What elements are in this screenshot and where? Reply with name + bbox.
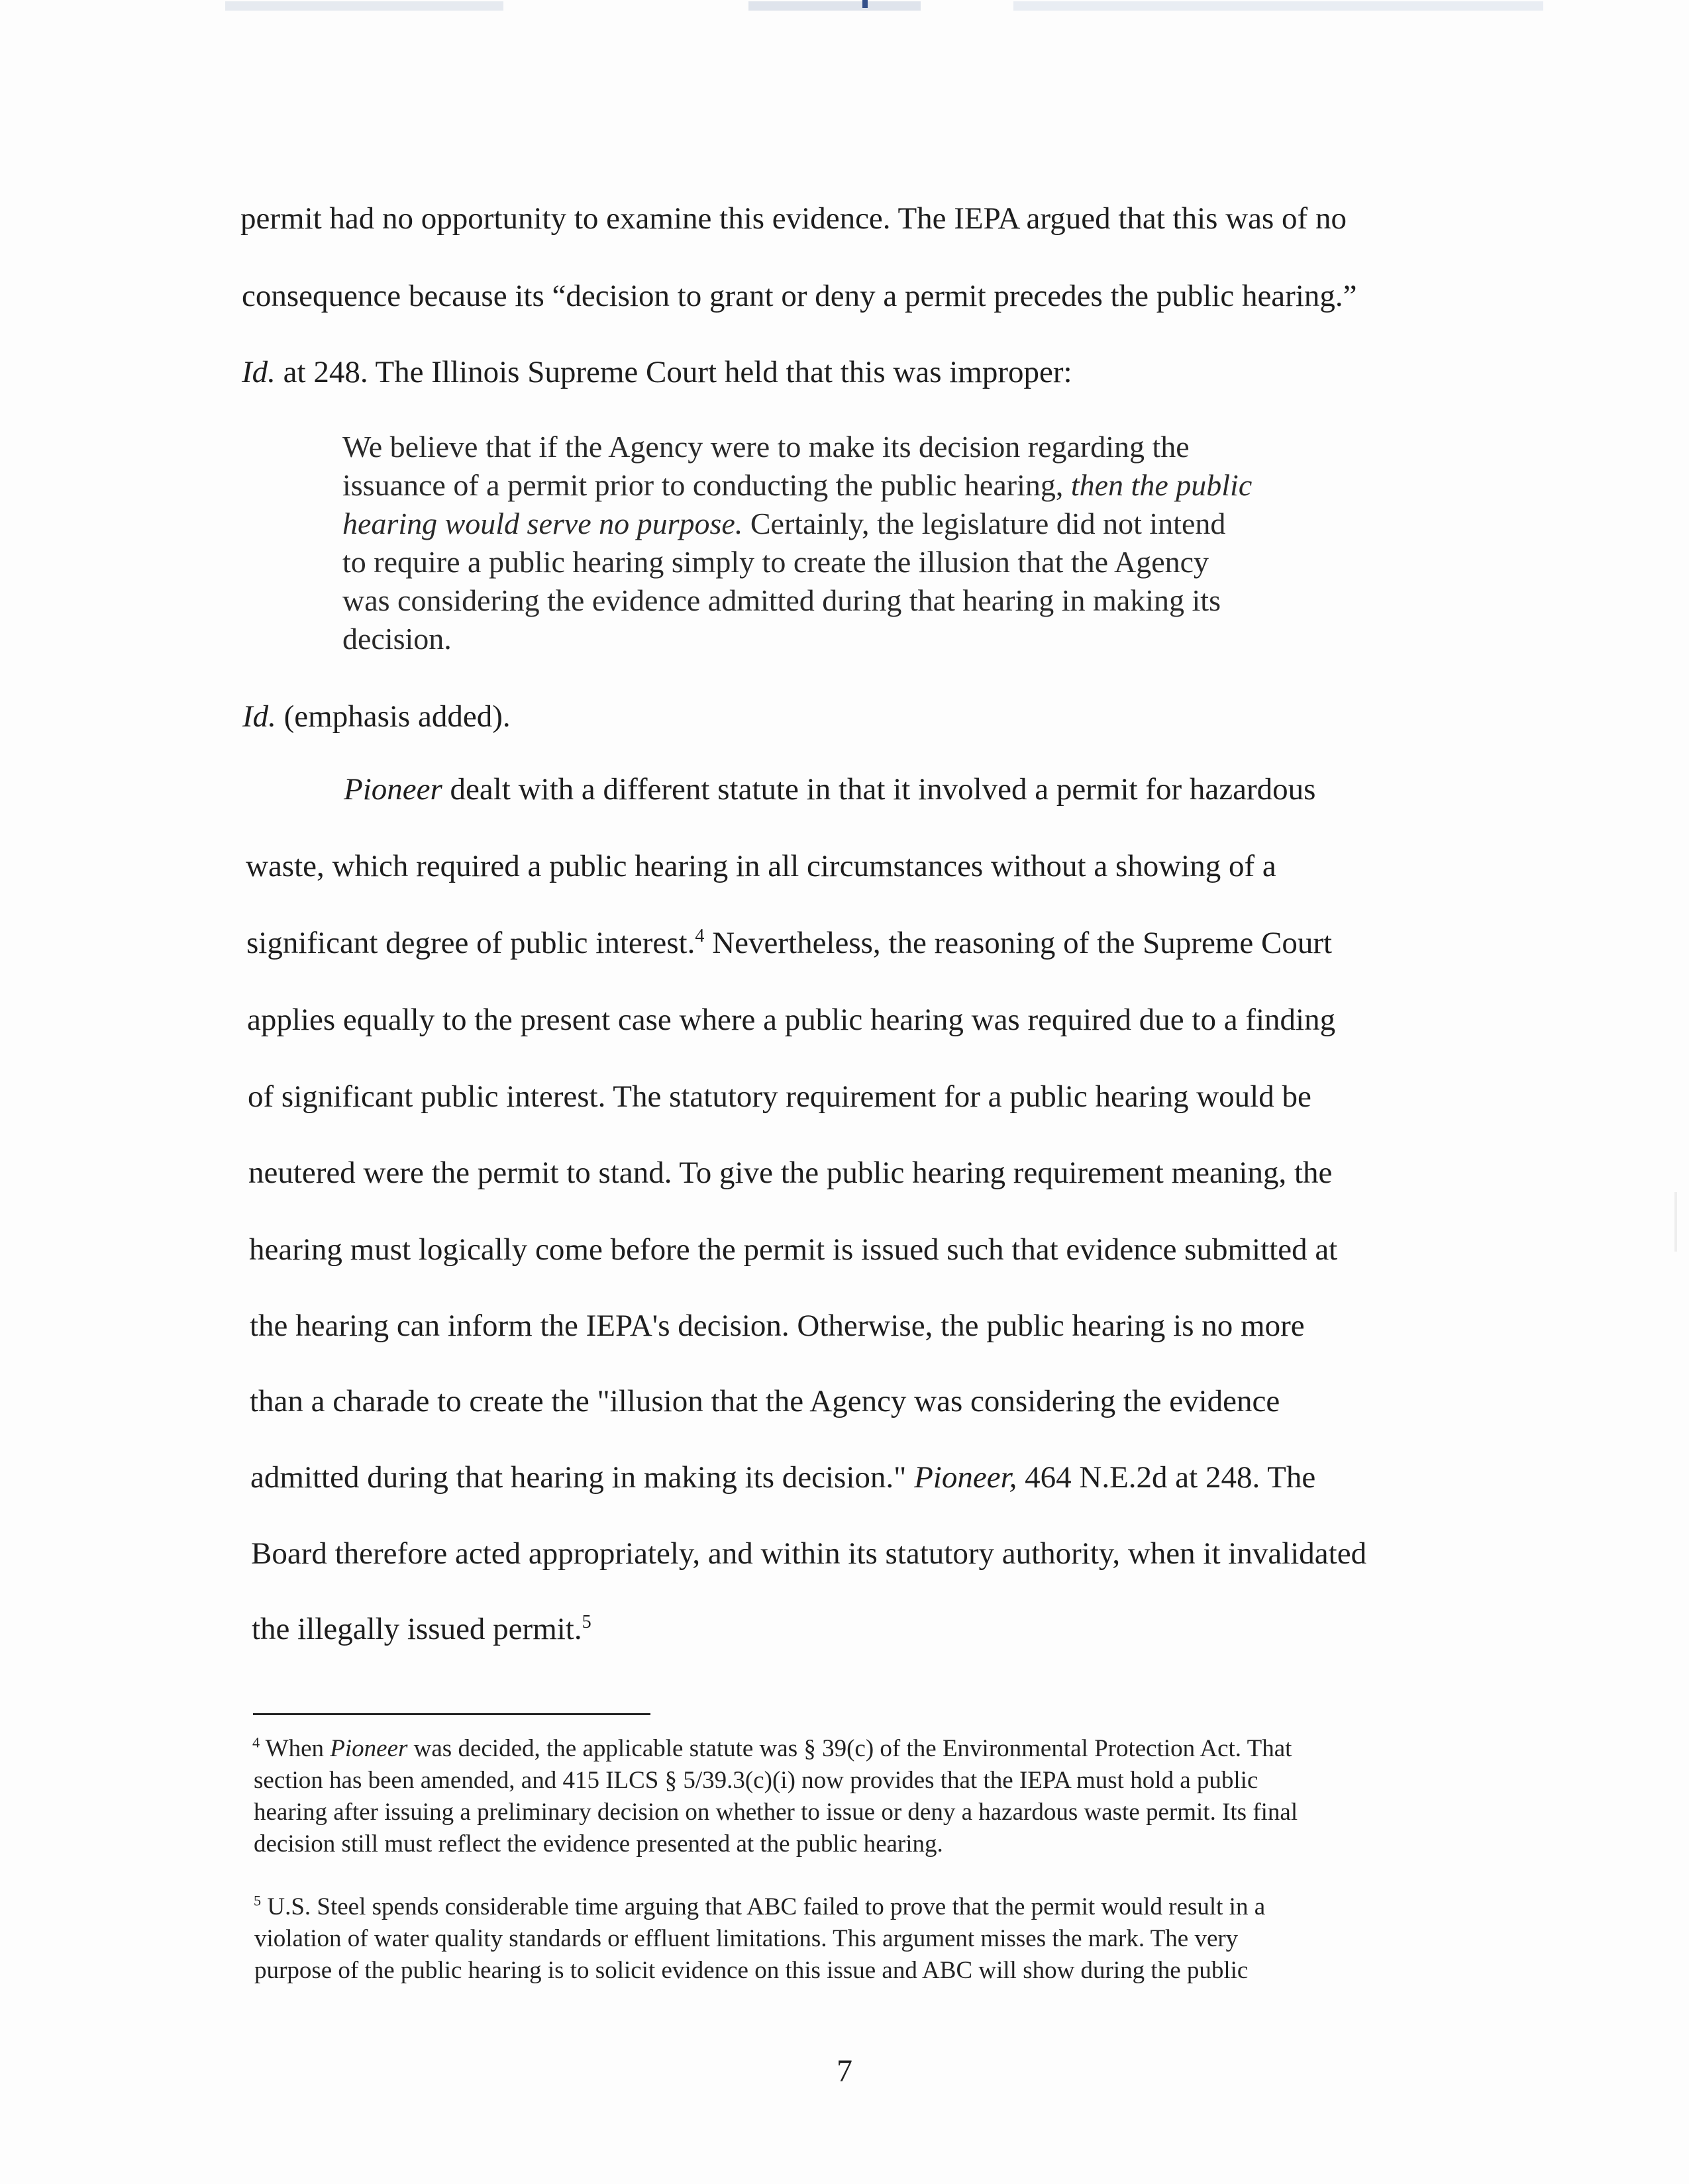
- body-line: admitted during that hearing in making its decision." Pioneer, 464 N.E.2d at 248. The: [250, 1460, 1316, 1495]
- footnote-ref: 5: [582, 1612, 591, 1633]
- citation-id: Id.: [242, 699, 276, 734]
- citation-id: Id.: [242, 355, 276, 389]
- footnote-marker: 4: [252, 1734, 260, 1751]
- body-line: applies equally to the present case where a public hearing was required due to a finding: [247, 1003, 1336, 1037]
- emphasis-text: then the public: [1070, 468, 1253, 502]
- footnote-line: $^5$ U.S. Steel spends considerable time arguing that ABC failed to prove that the permit would result in a: [254, 1892, 1266, 1920]
- citation-line: Id. (emphasis added).: [242, 699, 511, 734]
- footnote-line: violation of water quality standards or effluent limitations. This argument misses the mark. The very: [254, 1925, 1239, 1952]
- body-line: of significant public interest. The statutory requirement for a public hearing would be: [248, 1079, 1311, 1114]
- footnote-line: decision still must reflect the evidence presented at the public hearing.: [254, 1830, 943, 1858]
- body-line: waste, which required a public hearing in all circumstances without a showing of a: [246, 849, 1276, 883]
- quote-line: issuance of a permit prior to conducting the public hearing, then the public: [342, 468, 1253, 502]
- body-line: Pioneer dealt with a different statute in that it involved a permit for hazardous: [344, 772, 1316, 807]
- footnote-line: purpose of the public hearing is to solicit evidence on this issue and ABC will show during the public: [254, 1957, 1249, 1984]
- body-line: than a charade to create the "illusion that the Agency was considering the evidence: [250, 1384, 1280, 1418]
- body-line: neutered were the permit to stand. To give the public hearing requirement meaning, the: [248, 1156, 1333, 1190]
- body-line: the hearing can inform the IEPA's decision. Otherwise, the public hearing is no more: [250, 1309, 1305, 1343]
- case-name: Pioneer,: [914, 1460, 1017, 1495]
- case-name: Pioneer: [344, 772, 442, 807]
- quote-line: decision.: [342, 622, 452, 656]
- body-line: permit had no opportunity to examine this evidence. The IEPA argued that this was of no: [240, 201, 1347, 236]
- scan-artifact-edge: [1674, 1192, 1677, 1252]
- body-line: significant degree of public interest.$^4$ Nevertheless, the reasoning of the Supreme Court: [246, 926, 1333, 960]
- footnote-separator: [253, 1713, 650, 1715]
- emphasis-text: hearing would serve no purpose.: [342, 507, 743, 540]
- body-line: Id. at 248. The Illinois Supreme Court held that this was improper:: [242, 355, 1072, 389]
- body-line: the illegally issued permit.$^5$: [252, 1612, 591, 1646]
- footnote-line: hearing after issuing a preliminary decision on whether to issue or deny a hazardous waste permit. Its final: [254, 1799, 1298, 1826]
- scan-artifact-top: [0, 0, 1689, 16]
- quote-line: hearing would serve no purpose. Certainly, the legislature did not intend: [342, 507, 1226, 540]
- quote-line: to require a public hearing simply to create the illusion that the Agency: [342, 545, 1209, 579]
- quote-line: We believe that if the Agency were to make its decision regarding the: [342, 430, 1190, 464]
- body-line: consequence because its “decision to grant or deny a permit precedes the public hearing.”: [242, 279, 1357, 313]
- case-name: Pioneer: [330, 1735, 408, 1762]
- footnote-marker: 5: [254, 1892, 262, 1909]
- page-number: 7: [837, 2054, 852, 2089]
- body-line: hearing must logically come before the permit is issued such that evidence submitted at: [249, 1232, 1338, 1267]
- body-line: Board therefore acted appropriately, and within its statutory authority, when it invalidated: [251, 1536, 1367, 1571]
- footnote-ref: 4: [695, 926, 705, 947]
- footnote-line: section has been amended, and 415 ILCS § 5/39.3(c)(i) now provides that the IEPA must hold a public: [254, 1767, 1258, 1794]
- quote-line: was considering the evidence admitted during that hearing in making its: [342, 583, 1221, 617]
- footnote-line: $^4$ When Pioneer was decided, the applicable statute was § 39(c) of the Environmental Protection Act. That: [252, 1734, 1292, 1762]
